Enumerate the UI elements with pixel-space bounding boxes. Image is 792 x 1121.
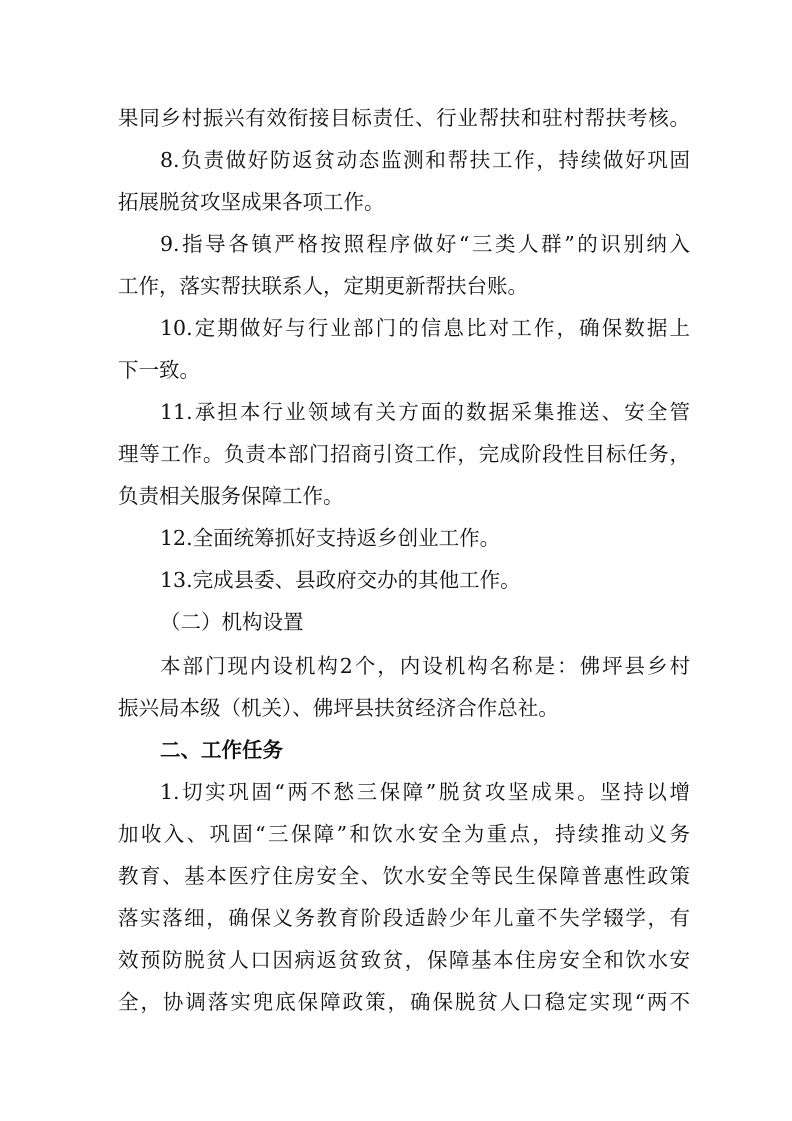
text-line: 效预防脱贫人口因病返贫致贫，保障基本住房安全和饮水安 [118, 948, 690, 972]
text-line: 工作，落实帮扶联系人，定期更新帮扶台账。 [118, 274, 528, 298]
section-heading: 二、工作任务 [160, 738, 283, 762]
text-line: 理等工作。负责本部门招商引资工作，完成阶段性目标任务， [118, 442, 690, 466]
section-subheading: （二）机构设置 [160, 610, 304, 634]
text-line: 负责相关服务保障工作。 [118, 484, 344, 508]
text-line: 12.全面统筹抓好支持返乡创业工作。 [160, 526, 501, 550]
text-line: 下一致。 [118, 358, 200, 382]
text-line: 8.负责做好防返贫动态监测和帮扶工作，持续做好巩固 [160, 148, 690, 172]
text-line: 10.定期做好与行业部门的信息比对工作，确保数据上 [160, 316, 690, 340]
text-line: 本部门现内设机构2个，内设机构名称是：佛坪县乡村 [160, 654, 690, 678]
text-line: 教育、基本医疗住房安全、饮水安全等民生保障普惠性政策 [118, 864, 690, 888]
text-line: 落实落细，确保义务教育阶段适龄少年儿童不失学辍学，有 [118, 906, 690, 930]
text-line: 11.承担本行业领域有关方面的数据采集推送、安全管 [160, 400, 690, 424]
text-line: 振兴局本级（机关）、佛坪县扶贫经济合作总社。 [118, 696, 559, 720]
text-line: 1.切实巩固“两不愁三保障”脱贫攻坚成果。坚持以增 [160, 780, 690, 804]
text-line: 全，协调落实兜底保障政策，确保脱贫人口稳定实现“两不 [118, 990, 690, 1014]
text-line: 拓展脱贫攻坚成果各项工作。 [118, 190, 385, 214]
text-line: 加收入、巩固“三保障”和饮水安全为重点，持续推动义务 [118, 822, 690, 846]
text-line: 果同乡村振兴有效衔接目标责任、行业帮扶和驻村帮扶考核。 [118, 106, 690, 130]
text-line: 13.完成县委、县政府交办的其他工作。 [160, 568, 521, 592]
text-line: 9.指导各镇严格按照程序做好“三类人群”的识别纳入 [160, 232, 690, 256]
